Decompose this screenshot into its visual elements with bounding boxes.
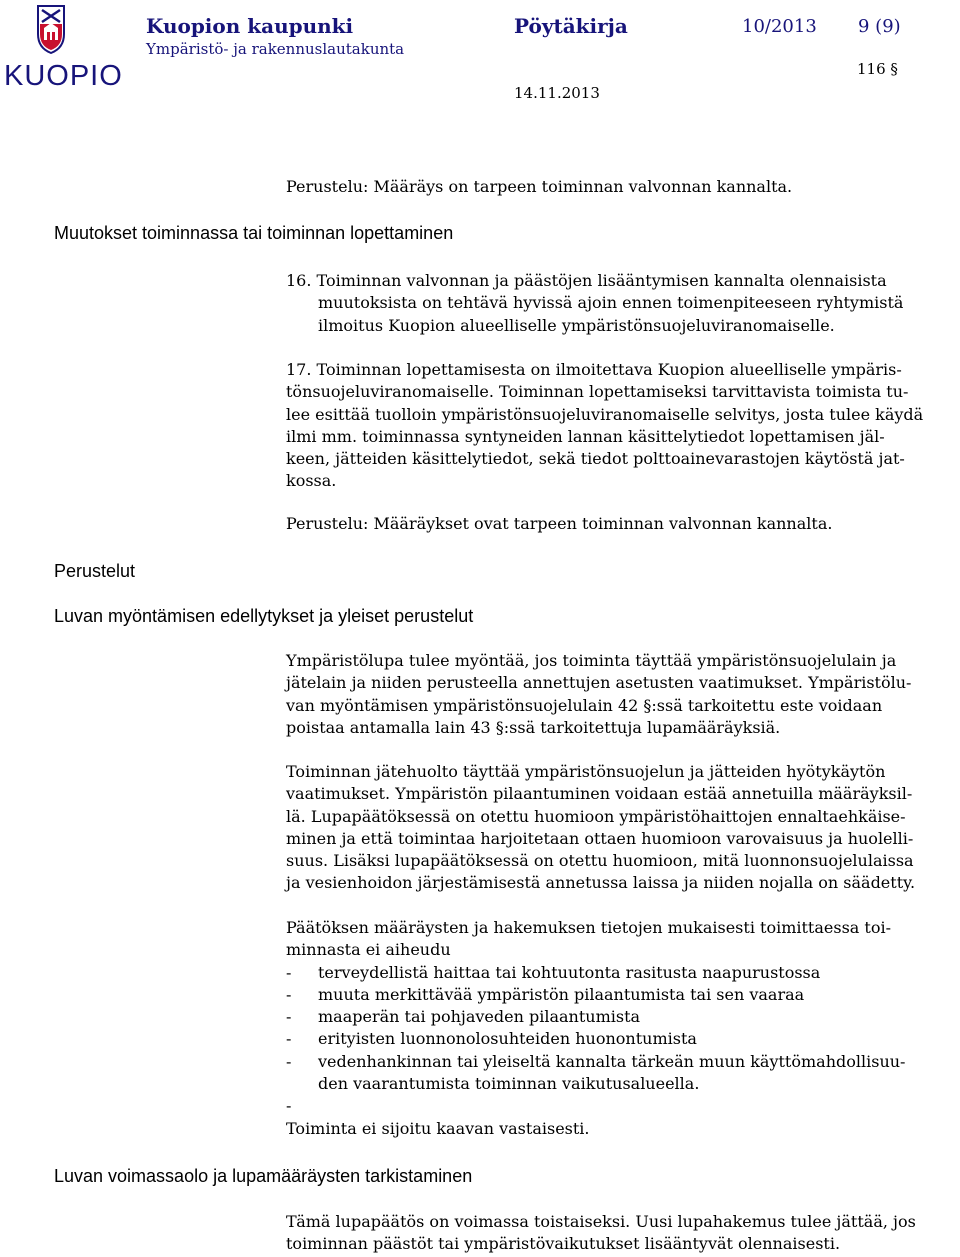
paragraph-line: vaatimukset. Ympäristön pilaantuminen voidaan estää annetuilla määräyksil- (286, 784, 913, 804)
perustelu-2: Perustelu: Määräykset ovat tarpeen toiminnan valvonnan kannalta. (286, 514, 833, 533)
paragraph-line: van myöntämisen ympäristönsuojelulain 42 §:ssä tarkoitettu este voidaan (286, 695, 883, 715)
list-item (286, 1006, 954, 1028)
list-item-text: muuta merkittävää ympäristön pilaantumista tai sen vaaraa (318, 984, 805, 1004)
list-item (286, 1051, 954, 1073)
item-16-line: ilmoitus Kuopion alueelliselle ympäristönsuojeluviranomaiselle. (318, 315, 835, 335)
heading-muutokset: Muutokset toiminnassa tai toiminnan lopettaminen (54, 223, 454, 243)
paragraph-line: Päätöksen määräysten ja hakemuksen tietojen mukaisesti toimittaessa toi- (286, 918, 891, 937)
doc-type: Pöytäkirja (514, 14, 628, 38)
item-17-line: lee esittää tuolloin ympäristönsuojeluviranomaiselle selvitys, josta tulee käydä (286, 404, 924, 424)
list-dash: - (286, 962, 292, 982)
list-dash: - (286, 1029, 292, 1049)
meeting-date: 14.11.2013 (514, 84, 600, 102)
item-17-line: keen, jätteiden käsittelytiedot, sekä tiedot polttoainevarastojen käytöstä jat- (286, 449, 905, 469)
list-item (286, 984, 954, 1006)
list-item (286, 1028, 954, 1050)
paragraph-line: suus. Lisäksi lupapäätöksessä on otettu huomioon, mitä luonnonsuojelulaissa (286, 851, 914, 871)
item-17 (286, 359, 954, 493)
item-17-line: tönsuojeluviranomaiselle. Toiminnan lopettamiseksi tarvittavista toimista tu- (286, 382, 909, 402)
list-item-text: den vaarantumista toiminnan vaikutusalueella. (318, 1074, 700, 1094)
coat-of-arms-icon (36, 4, 66, 54)
paragraph-line: Ympäristölupa tulee myöntää, jos toiminta täyttää ympäristönsuojelulain ja (286, 651, 897, 670)
list-item-text: maaperän tai pohjaveden pilaantumista (318, 1007, 641, 1027)
item-17-line: 17. Toiminnan lopettamisesta on ilmoitettava Kuopion alueelliselle ympäris- (286, 360, 902, 379)
list-item-continuation (286, 1073, 954, 1095)
list-dash: - (286, 1051, 292, 1071)
heading-luvan-myontaminen: Luvan myöntämisen edellytykset ja yleiset perustelut (54, 606, 474, 626)
kuopio-logo (4, 4, 123, 96)
item-16-line: muutoksista on tehtävä hyvissä ajoin ennen toimenpiteeseen ryhtymistä (318, 293, 904, 313)
logo-text: KUOPIO (4, 60, 123, 92)
item-16 (286, 270, 954, 337)
section-number: 116 § (857, 60, 898, 78)
paragraph-4 (286, 1211, 954, 1256)
board-name: Ympäristö- ja rakennuslautakunta (146, 40, 405, 58)
heading-perustelut: Perustelut (54, 561, 136, 581)
org-name: Kuopion kaupunki (146, 14, 354, 38)
paragraph-line: poistaa antamalla lain 43 §:ssä tarkoitettuja lupamääräyksiä. (286, 717, 781, 737)
paragraph-line: Tämä lupapäätös on voimassa toistaiseksi. Uusi lupahakemus tulee jättää, jos (286, 1212, 916, 1231)
paragraph-1 (286, 650, 954, 739)
item-17-line: kossa. (286, 471, 337, 491)
paragraph-3 (286, 917, 954, 1140)
paragraph-line: Toiminta ei sijoitu kaavan vastaisesti. (286, 1118, 590, 1138)
list-item-text: vedenhankinnan tai yleiseltä kannalta tärkeän muun käyttömahdollisuu- (318, 1051, 906, 1071)
paragraph-line: jätelain ja niiden perusteella annettujen asetusten vaatimukset. Ympäristölu- (286, 673, 912, 693)
item-16-line: 16. Toiminnan valvonnan ja päästöjen lisääntymisen kannalta olennaisista (286, 271, 887, 290)
paragraph-line: ja vesienhoidon järjestämisestä annetussa laissa ja niiden nojalla on säädetty. (286, 873, 916, 893)
list-dash: - (286, 1007, 292, 1027)
paragraph-line: minnasta ei aiheudu (286, 940, 451, 960)
trailing-dash: - (286, 1096, 292, 1116)
list-item-text: terveydellistä haittaa tai kohtuutonta rasitusta naapurustossa (318, 962, 821, 982)
paragraph-line: minen ja että toimintaa harjoitetaan ottaen huomioon varovaisuus ja huolelli- (286, 828, 914, 848)
paragraph-line: lä. Lupapäätöksessä on otettu huomioon ympäristöhaittojen ennaltaehkäise- (286, 806, 906, 826)
list-dash: - (286, 984, 292, 1004)
page-number: 9 (9) (858, 16, 901, 37)
list-item-text: erityisten luonnonolosuhteiden huonontumista (318, 1029, 697, 1049)
heading-voimassaolo: Luvan voimassaolo ja lupamääräysten tarkistaminen (54, 1166, 473, 1186)
paragraph-line: Toiminnan jätehuolto täyttää ympäristönsuojelun ja jätteiden hyötykäytön (286, 762, 886, 781)
paragraph-line: toiminnan päästöt tai ympäristövaikutukset lisääntyvät olennaisesti. (286, 1234, 841, 1254)
list-item (286, 962, 954, 984)
item-17-line: ilmi mm. toiminnassa syntyneiden lannan käsittelytiedot lopettamisen jäl- (286, 426, 885, 446)
paragraph-2 (286, 761, 954, 895)
perustelu-1: Perustelu: Määräys on tarpeen toiminnan valvonnan kannalta. (286, 177, 793, 196)
doc-number: 10/2013 (742, 16, 817, 37)
